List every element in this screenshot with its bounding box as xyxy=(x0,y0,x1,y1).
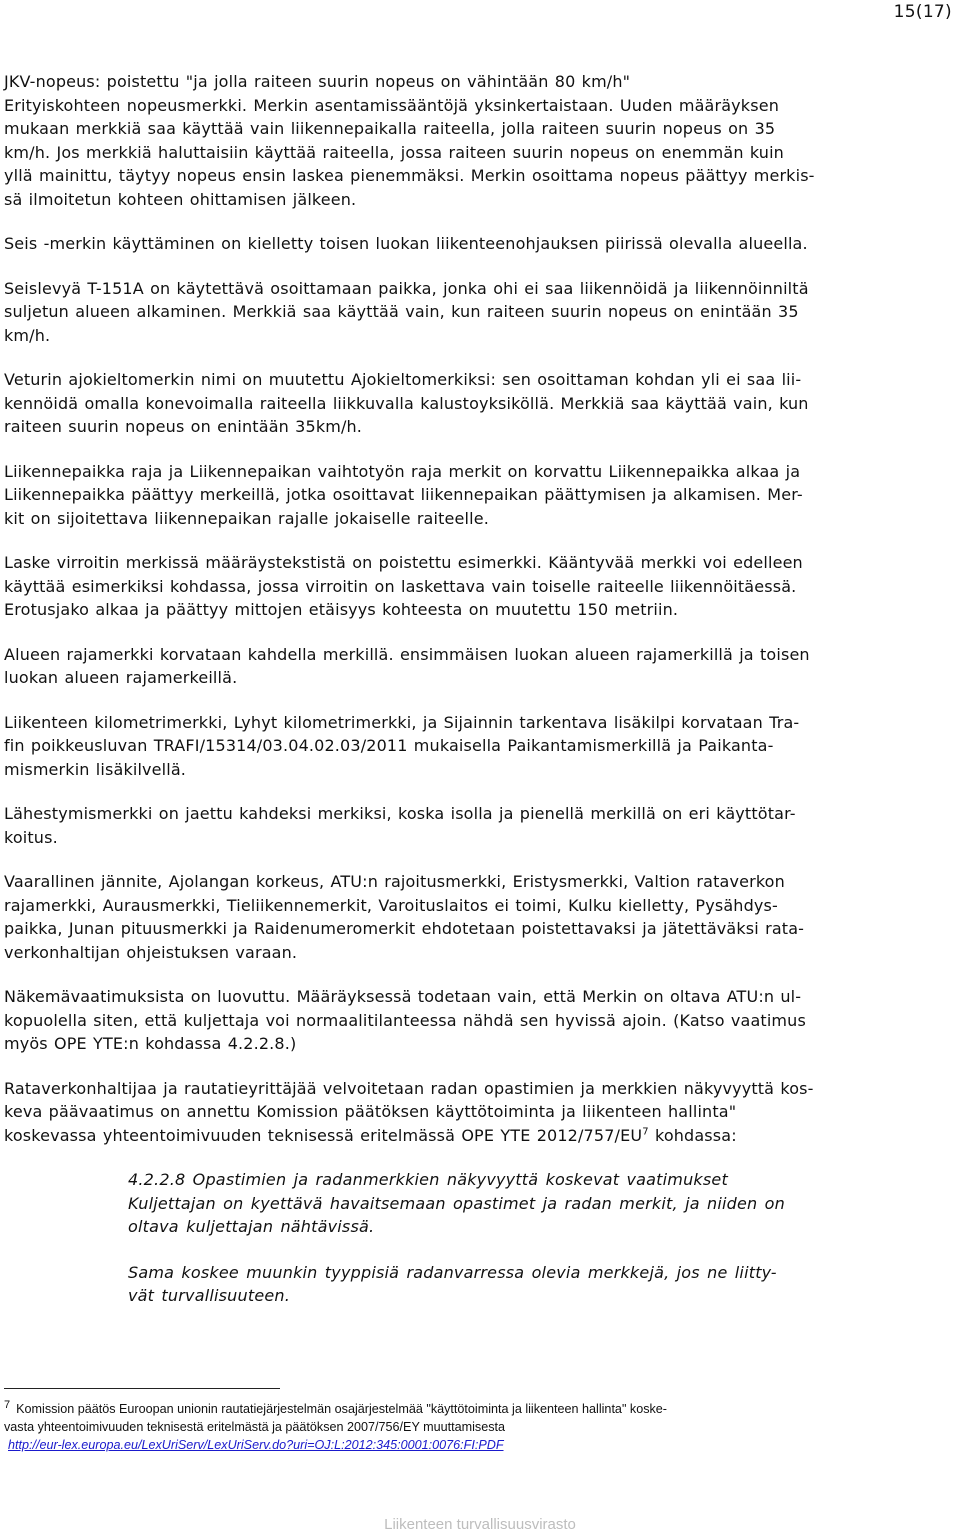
paragraph xyxy=(4,368,954,439)
footnote-reference[interactable]: 7 xyxy=(642,1126,649,1138)
paragraph-line: Erityiskohteen nopeusmerkki. Merkin asentamissääntöjä yksinkertaistaan. Uuden määräyksen xyxy=(4,95,779,115)
paragraph-line: raiteen suurin nopeus on enintään 35km/h. xyxy=(4,417,363,436)
quote-line: Kuljettajan on kyettävä havaitsemaan opastimet ja radan merkit, ja niiden on xyxy=(128,1193,785,1213)
paragraph-line-text: koskevassa yhteentoimivuuden teknisessä eritelmässä OPE YTE 2012/757/EU xyxy=(4,1125,643,1145)
page-number: 15(17) xyxy=(893,2,952,22)
paragraph-line: Alueen rajamerkki korvataan kahdella merkillä. ensimmäisen luokan alueen rajamerkillä ja toisen xyxy=(4,644,810,664)
footnote-line xyxy=(4,1436,954,1454)
paragraph-line: Seislevyä T-151A on käytettävä osoittamaan paikka, jonka ohi ei saa liikennöidä ja liikennöinniltä xyxy=(4,278,809,298)
paragraph-line: kennöidä omalla konevoimalla raiteella liikkuvalla kalustoyksiköllä. Merkkiä saa käyttää vain, kun xyxy=(4,393,809,413)
paragraph-line: km/h. xyxy=(4,325,51,345)
paragraph-line: kit on sijoitettava liikennepaikan rajalle jokaiselle raiteelle. xyxy=(4,508,489,528)
paragraph-line: koitus. xyxy=(4,827,58,847)
footnote-mark: 7 xyxy=(4,1398,11,1411)
footnote-line xyxy=(4,1400,954,1418)
paragraph-line: suljetun alueen alkaminen. Merkkiä saa käyttää vain, kun raiteen suurin nopeus on enintään 35 xyxy=(4,302,799,321)
document-body xyxy=(4,70,954,1330)
paragraph-line: Vaarallinen jännite, Ajolangan korkeus, ATU:n rajoitusmerkki, Eristysmerkki, Valtion rataverkon xyxy=(4,872,785,891)
paragraph-line: Veturin ajokieltomerkin nimi on muutettu Ajokieltomerkiksi: sen osoittaman kohdan yli ei saa lii- xyxy=(4,370,802,389)
page-footer: Liikenteen turvallisuusvirasto xyxy=(384,1516,576,1533)
paragraph-line: JKV-nopeus: poistettu "ja jolla raiteen suurin nopeus on vähintään 80 km/h" xyxy=(4,72,631,91)
quoted-requirement xyxy=(128,1168,954,1308)
paragraph-line xyxy=(4,1124,954,1148)
quote-spacer xyxy=(128,1239,954,1261)
paragraph-line: Laske virroitin merkissä määräystekstistä on poistettu esimerkki. Kääntyvää merkki voi edelleen xyxy=(4,553,803,572)
paragraph-line: km/h. Jos merkkiä haluttaisiin käyttää raiteella, jossa raiteen suurin nopeus on enemmän kuin xyxy=(4,142,784,162)
paragraph xyxy=(4,643,954,690)
footnote xyxy=(4,1400,954,1454)
paragraph-line: paikka, Junan pituusmerkki ja Raidenumeromerkit ehdotetaan poistettavaksi ja jätettäväksi rata- xyxy=(4,919,805,938)
paragraph-line: mismerkin lisäkilvellä. xyxy=(4,759,187,779)
quote-line: Sama koskee muunkin tyyppisiä radanvarressa olevia merkkejä, jos ne liitty- xyxy=(128,1262,777,1282)
paragraph-line: rajamerkki, Aurausmerkki, Tieliikennemerkit, Varoituslaitos ei toimi, Kulku kielletty, Pysähdys- xyxy=(4,895,778,915)
paragraph-line: käyttää esimerkiksi kohdassa, jossa virroitin on laskettava vain toiselle raiteelle liikennöitäessä. xyxy=(4,576,797,596)
paragraph xyxy=(4,232,954,256)
paragraph-line: sä ilmoitetun kohteen ohittamisen jälkeen. xyxy=(4,189,357,209)
paragraph-list xyxy=(4,70,954,1056)
paragraph xyxy=(4,460,954,531)
paragraph-line: myös OPE YTE:n kohdassa 4.2.2.8.) xyxy=(4,1034,297,1053)
paragraph-line: mukaan merkkiä saa käyttää vain liikennepaikalla raiteella, jolla raiteen suurin nopeus on 35 xyxy=(4,119,776,138)
paragraph-line: keva päävaatimus on annettu Komission päätöksen käyttötoiminta ja liikenteen hallinta" xyxy=(4,1102,737,1121)
paragraph-line: yllä mainittu, täytyy nopeus ensin laskea pienemmäksi. Merkin osoittama nopeus päättyy merkis- xyxy=(4,166,815,185)
footnote-text: Komission päätös Euroopan unionin rautatiejärjestelmän osajärjestelmää "käyttötoiminta ja liikenteen hallinta" koske- xyxy=(16,1402,668,1416)
paragraph-line: Näkemävaatimuksista on luovuttu. Määräyksessä todetaan vain, että Merkin on oltava ATU:n ul- xyxy=(4,987,802,1006)
paragraph-line: Liikenteen kilometrimerkki, Lyhyt kilometrimerkki, ja Sijainnin tarkentava lisäkilpi korvataan Tra- xyxy=(4,712,800,732)
paragraph-ope-yte xyxy=(4,1077,954,1148)
quote-line: 4.2.2.8 Opastimien ja radanmerkkien näkyvyyttä koskevat vaatimukset xyxy=(128,1170,728,1189)
paragraph-line: luokan alueen rajamerkeillä. xyxy=(4,668,238,687)
paragraph xyxy=(4,551,954,622)
footnote-link[interactable]: http://eur-lex.europa.eu/LexUriServ/LexUriServ.do?uri=OJ:L:2012:345:0001:0076:FI:PDF xyxy=(8,1438,504,1452)
footnote-line: vasta yhteentoimivuuden teknisestä eritelmästä ja päätöksen 2007/756/EY muuttamisesta xyxy=(4,1420,506,1434)
paragraph xyxy=(4,985,954,1056)
paragraph-line: Liikennepaikka päättyy merkeillä, jotka osoittavat liikennepaikan päättymisen ja alkamisen. Mer- xyxy=(4,485,803,504)
paragraph xyxy=(4,70,954,211)
paragraph xyxy=(4,711,954,782)
paragraph-line: Lähestymismerkki on jaettu kahdeksi merkiksi, koska isolla ja pienellä merkillä on eri käyttötar- xyxy=(4,804,796,823)
footnote-separator xyxy=(4,1388,280,1389)
paragraph-line: Rataverkonhaltijaa ja rautatieyrittäjää velvoitetaan radan opastimien ja merkkien näkyvyyttä kos- xyxy=(4,1078,814,1098)
paragraph-line: Liikennepaikka raja ja Liikennepaikan vaihtotyön raja merkit on korvattu Liikennepaikka alkaa ja xyxy=(4,461,801,481)
paragraph-line: kopuolella siten, että kuljettaja voi normaalitilanteessa nähdä sen hyvissä ajoin. (Katso vaatimus xyxy=(4,1010,806,1030)
paragraph xyxy=(4,870,954,964)
paragraph-line: verkonhaltijan ohjeistuksen varaan. xyxy=(4,942,298,962)
quote-line: oltava kuljettajan nähtävissä. xyxy=(128,1217,375,1236)
paragraph-line: fin poikkeusluvan TRAFI/15314/03.04.02.03/2011 mukaisella Paikantamismerkillä ja Paikanta- xyxy=(4,736,774,755)
quote-line: vät turvallisuuteen. xyxy=(128,1286,291,1305)
paragraph-line: Erotusjako alkaa ja päättyy mittojen etäisyys kohteesta on muutettu 150 metriin. xyxy=(4,600,679,619)
paragraph-line: Seis -merkin käyttäminen on kielletty toisen luokan liikenteenohjauksen piirissä olevalla alueella. xyxy=(4,234,808,253)
paragraph xyxy=(4,802,954,849)
paragraph-line-text: kohdassa: xyxy=(648,1125,737,1145)
paragraph xyxy=(4,277,954,348)
